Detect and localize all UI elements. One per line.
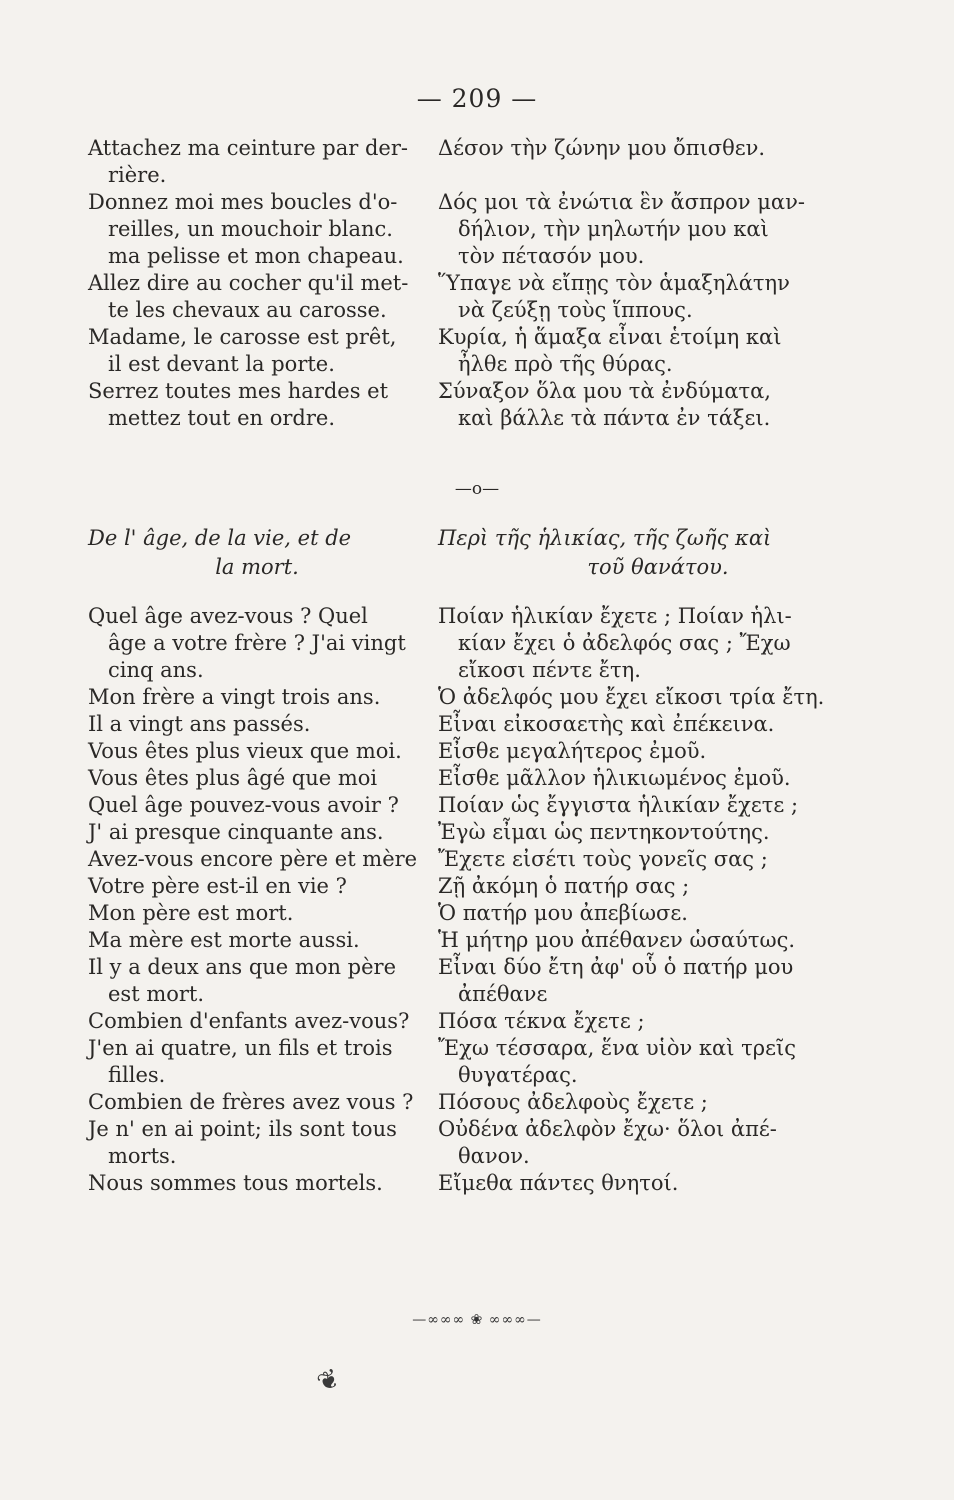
french-text bbox=[88, 711, 426, 738]
greek-line: εἴκοσι πέντε ἔτη. bbox=[458, 658, 641, 682]
heading-french-line: De l' âge, de la vie, et de bbox=[88, 526, 352, 550]
french-text bbox=[88, 927, 426, 954]
greek-text bbox=[438, 603, 878, 684]
french-text bbox=[88, 684, 426, 711]
french-text bbox=[88, 954, 426, 1008]
section-heading bbox=[88, 524, 878, 582]
greek-line: Σύναξον ὅλα μου τὰ ἐνδύματα, bbox=[438, 379, 771, 403]
phrase-pair bbox=[88, 189, 878, 270]
french-line: ma pelisse et mon chapeau. bbox=[108, 244, 404, 268]
phrase-pair bbox=[88, 684, 878, 711]
french-text bbox=[88, 135, 426, 189]
french-text bbox=[88, 873, 426, 900]
greek-line: Εἶσθε μᾶλλον ἡλικιωμένος ἐμοῦ. bbox=[438, 766, 791, 790]
french-text bbox=[88, 900, 426, 927]
phrase-pair bbox=[88, 711, 878, 738]
fleuron-icon: ❦ bbox=[312, 1362, 346, 1400]
french-text bbox=[88, 378, 426, 432]
phrase-pair bbox=[88, 1008, 878, 1035]
french-line: âge a votre frère ? J'ai vingt bbox=[108, 631, 406, 655]
french-text bbox=[88, 792, 426, 819]
greek-text bbox=[438, 1089, 878, 1116]
greek-text bbox=[438, 1008, 878, 1035]
dialogue-block bbox=[88, 603, 878, 1197]
french-text bbox=[88, 270, 426, 324]
phrase-pair bbox=[88, 738, 878, 765]
greek-line: ἀπέθανε bbox=[458, 982, 548, 1006]
greek-text bbox=[438, 1035, 878, 1089]
french-line: Combien d'enfants avez-vous? bbox=[88, 1009, 410, 1033]
french-line: Serrez toutes mes hardes et bbox=[88, 379, 389, 403]
phrase-pair bbox=[88, 819, 878, 846]
french-line: Donnez moi mes boucles d'o- bbox=[88, 190, 398, 214]
greek-line: Ποίαν ἡλικίαν ἔχετε ; Ποίαν ἡλι- bbox=[438, 604, 792, 628]
greek-text bbox=[438, 378, 878, 432]
french-text bbox=[88, 1116, 426, 1170]
heading-french bbox=[88, 524, 426, 582]
french-line: J'en ai quatre, un fils et trois bbox=[88, 1036, 393, 1060]
greek-line: Πόσα τέκνα ἔχετε ; bbox=[438, 1009, 645, 1033]
french-text bbox=[88, 765, 426, 792]
greek-line: θανον. bbox=[458, 1144, 530, 1168]
heading-greek bbox=[438, 524, 878, 582]
french-line: Mon père est mort. bbox=[88, 901, 294, 925]
phrase-pair bbox=[88, 873, 878, 900]
heading-greek-line: τοῦ θανάτου. bbox=[587, 555, 729, 579]
phrase-pair bbox=[88, 378, 878, 432]
greek-text bbox=[438, 135, 878, 189]
french-text bbox=[88, 846, 426, 873]
french-line: reilles, un mouchoir blanc. bbox=[108, 217, 393, 241]
greek-line: Ἔχω τέσσαρα, ἕνα υἱὸν καὶ τρεῖς bbox=[438, 1036, 796, 1060]
french-line: Vous êtes plus vieux que moi. bbox=[88, 739, 402, 763]
french-line: Madame, le carosse est prêt, bbox=[88, 325, 397, 349]
french-text bbox=[88, 1089, 426, 1116]
french-line: est mort. bbox=[108, 982, 205, 1006]
greek-line: νὰ ζεύξῃ τοὺς ἵππους. bbox=[458, 298, 693, 322]
french-line: rière. bbox=[108, 163, 167, 187]
french-line: Quel âge pouvez-vous avoir ? bbox=[88, 793, 399, 817]
greek-text bbox=[438, 711, 878, 738]
greek-line: Πόσους ἀδελφοὺς ἔχετε ; bbox=[438, 1090, 708, 1114]
french-text bbox=[88, 819, 426, 846]
french-text bbox=[88, 738, 426, 765]
greek-line: Ὁ ἀδελφός μου ἔχει εἴκοσι τρία ἔτη. bbox=[438, 685, 825, 709]
greek-text bbox=[438, 900, 878, 927]
phrase-pair bbox=[88, 765, 878, 792]
french-line: Attachez ma ceinture par der- bbox=[88, 136, 408, 160]
greek-text bbox=[438, 954, 878, 1008]
french-line: Nous sommes tous mortels. bbox=[88, 1171, 383, 1195]
greek-line: Δέσον τὴν ζώνην μου ὄπισθεν. bbox=[438, 136, 766, 160]
french-line: il est devant la porte. bbox=[108, 352, 335, 376]
greek-line: ἦλθε πρὸ τῆς θύρας. bbox=[458, 352, 673, 376]
phrase-pair bbox=[88, 792, 878, 819]
greek-text bbox=[438, 189, 878, 270]
greek-line: Ἔχετε εἰσέτι τοὺς γονεῖς σας ; bbox=[438, 847, 768, 871]
greek-text bbox=[438, 684, 878, 711]
tailpiece-ornament: —∞∞∞ ❀ ∞∞∞— bbox=[412, 1312, 542, 1328]
greek-line: Κυρία, ἡ ἅμαξα εἶναι ἑτοίμη καὶ bbox=[438, 325, 782, 349]
greek-line: κίαν ἔχει ὁ ἀδελφός σας ; Ἔχω bbox=[458, 631, 791, 655]
french-line: Avez-vous encore père et mère bbox=[88, 847, 418, 871]
greek-line: Ζῇ ἀκόμη ὁ πατήρ σας ; bbox=[438, 874, 690, 898]
french-text bbox=[88, 1008, 426, 1035]
french-line: Ma mère est morte aussi. bbox=[88, 928, 360, 952]
french-line: te les chevaux au carosse. bbox=[108, 298, 387, 322]
greek-line: θυγατέρας. bbox=[458, 1063, 578, 1087]
greek-line: δήλιον, τὴν μηλωτήν μου καὶ bbox=[458, 217, 769, 241]
heading-greek-line: Περὶ τῆς ἡλικίας, τῆς ζωῆς καὶ bbox=[438, 526, 772, 550]
greek-line: Ἡ μήτηρ μου ἀπέθανεν ὡσαύτως. bbox=[438, 928, 796, 952]
phrase-pair bbox=[88, 324, 878, 378]
greek-line: Οὐδένα ἀδελφὸν ἔχω· ὅλοι ἀπέ- bbox=[438, 1117, 777, 1141]
greek-text bbox=[438, 1170, 878, 1197]
french-line: Il y a deux ans que mon père bbox=[88, 955, 396, 979]
phrase-pair bbox=[88, 1035, 878, 1089]
greek-line: Δός μοι τὰ ἐνώτια ἓν ἄσπρον μαν- bbox=[438, 190, 805, 214]
page-number: — 209 — bbox=[416, 84, 538, 113]
french-line: Mon frère a vingt trois ans. bbox=[88, 685, 381, 709]
phrase-pair bbox=[88, 954, 878, 1008]
french-line: Vous êtes plus âgé que moi bbox=[88, 766, 378, 790]
greek-line: Εἶσθε μεγαλήτερος ἐμοῦ. bbox=[438, 739, 707, 763]
greek-line: Ὕπαγε νὰ εἴπῃς τὸν ἁμαξηλάτην bbox=[438, 271, 790, 295]
french-text bbox=[88, 189, 426, 270]
french-line: mettez tout en ordre. bbox=[108, 406, 336, 430]
greek-line: τὸν πέτασόν μου. bbox=[458, 244, 645, 268]
greek-text bbox=[438, 792, 878, 819]
french-line: Combien de frères avez vous ? bbox=[88, 1090, 414, 1114]
phrase-pair bbox=[88, 603, 878, 684]
greek-line: καὶ βάλλε τὰ πάντα ἐν τάξει. bbox=[458, 406, 771, 430]
phrase-pair bbox=[88, 900, 878, 927]
greek-line: Εἶναι εἰκοσαετὴς καὶ ἐπέκεινα. bbox=[438, 712, 775, 736]
heading-french-line: la mort. bbox=[215, 555, 299, 579]
phrase-pair bbox=[88, 1170, 878, 1197]
greek-line: Εἶναι δύο ἔτη ἀφ' οὗ ὁ πατήρ μου bbox=[438, 955, 794, 979]
phrase-pair bbox=[88, 135, 878, 189]
greek-line bbox=[438, 162, 878, 189]
greek-text bbox=[438, 873, 878, 900]
french-line: Votre père est-il en vie ? bbox=[88, 874, 347, 898]
greek-text bbox=[438, 738, 878, 765]
phrase-pair bbox=[88, 927, 878, 954]
greek-line: Ποίαν ὡς ἔγγιστα ἡλικίαν ἔχετε ; bbox=[438, 793, 799, 817]
phrase-pair bbox=[88, 846, 878, 873]
french-line: Quel âge avez-vous ? Quel bbox=[88, 604, 368, 628]
section-separator: —o— bbox=[454, 479, 500, 499]
phrase-pair bbox=[88, 1116, 878, 1170]
greek-text bbox=[438, 1116, 878, 1170]
greek-text bbox=[438, 819, 878, 846]
french-line: Allez dire au cocher qu'il met- bbox=[88, 271, 409, 295]
french-line: J' ai presque cinquante ans. bbox=[88, 820, 384, 844]
greek-line: Ὁ πατήρ μου ἀπεβίωσε. bbox=[438, 901, 688, 925]
greek-text bbox=[438, 765, 878, 792]
greek-text bbox=[438, 927, 878, 954]
french-line: Je n' en ai point; ils sont tous bbox=[88, 1117, 397, 1141]
top-phrase-block bbox=[88, 135, 878, 432]
french-text bbox=[88, 1035, 426, 1089]
greek-text bbox=[438, 324, 878, 378]
phrase-pair bbox=[88, 270, 878, 324]
french-line: cinq ans. bbox=[108, 658, 204, 682]
greek-line: Ἐγὼ εἶμαι ὡς πεντηκοντούτης. bbox=[438, 820, 770, 844]
french-line: morts. bbox=[108, 1144, 177, 1168]
greek-text bbox=[438, 270, 878, 324]
french-line: filles. bbox=[108, 1063, 166, 1087]
french-text bbox=[88, 1170, 426, 1197]
french-text bbox=[88, 324, 426, 378]
phrase-pair bbox=[88, 1089, 878, 1116]
greek-line: Εἴμεθα πάντες θνητοί. bbox=[438, 1171, 679, 1195]
french-text bbox=[88, 603, 426, 684]
french-line: Il a vingt ans passés. bbox=[88, 712, 311, 736]
greek-text bbox=[438, 846, 878, 873]
